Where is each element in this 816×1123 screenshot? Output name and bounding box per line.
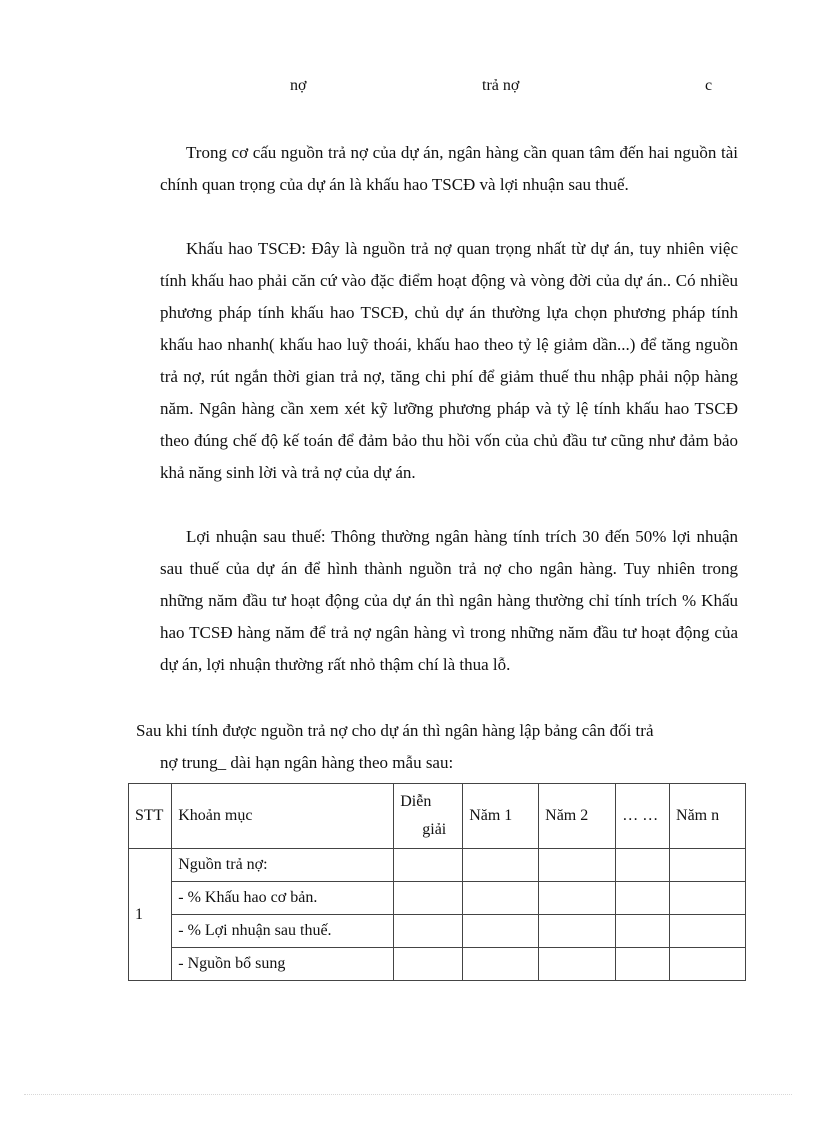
table-header-row <box>129 784 746 849</box>
table-cell <box>463 849 539 882</box>
table-cell <box>463 948 539 981</box>
header-ellipsis: … … <box>616 784 670 849</box>
header-stt: STT <box>129 784 172 849</box>
header-description-line1: Diễn <box>400 793 432 810</box>
row-label: - Nguồn bổ sung <box>172 948 394 981</box>
table-cell <box>616 948 670 981</box>
table-cell <box>670 882 746 915</box>
table-cell <box>394 849 463 882</box>
table-row <box>129 849 746 882</box>
header-fragment-2: trả nợ <box>482 77 520 94</box>
paragraph-depreciation-text: Khấu hao TSCĐ: Đây là nguồn trả nợ quan trọng nhất từ dự án, tuy nhiên việc tính khấu hao phải căn cứ vào đặc điểm hoạt động và vòng đời của dự án.. Có nhiều phương pháp tính khấu hao TSCĐ, chủ dự án thường lựa chọn phương pháp tính khấu hao nhanh( khấu hao luỹ thoái, khấu hao theo tỷ lệ giảm dần...) để tăng nguồn trả nợ, rút ngắn thời gian trả nợ, tăng chi phí để giảm thuế thu nhập phải nộp hàng năm. Ngân hàng cần xem xét kỹ lưỡng phương pháp và tỷ lệ tính khấu hao TSCĐ theo đúng chế độ kế toán để đảm bảo thu hồi vốn của chủ đầu tư cũng như đảm bảo khả năng sinh lời và trả nợ của dự án. <box>160 239 738 482</box>
header-description-line2: giải <box>422 821 447 838</box>
table-row <box>129 882 746 915</box>
table-row <box>129 915 746 948</box>
paragraph-intro <box>160 137 738 201</box>
table-cell <box>670 948 746 981</box>
table-cell <box>539 849 616 882</box>
table-cell <box>670 915 746 948</box>
paragraph-table-intro-line1: Sau khi tính được nguồn trả nợ cho dự án thì ngân hàng lập bảng cân đối trả <box>136 721 654 740</box>
row-label: - % Khấu hao cơ bản. <box>172 882 394 915</box>
header-item: Khoản mục <box>172 784 394 849</box>
header-fragment-3: c <box>705 77 713 94</box>
table-cell <box>539 915 616 948</box>
table-cell <box>539 882 616 915</box>
table-cell <box>463 882 539 915</box>
paragraph-table-intro-line2: nợ trung_ dài hạn ngân hàng theo mẫu sau: <box>160 753 454 772</box>
header-year-1: Năm 1 <box>463 784 539 849</box>
table-cell <box>616 849 670 882</box>
header-fragment-1: nợ <box>290 77 307 94</box>
table-cell <box>463 915 539 948</box>
table-row <box>129 948 746 981</box>
header-year-2: Năm 2 <box>539 784 616 849</box>
table-cell <box>539 948 616 981</box>
table-cell <box>394 915 463 948</box>
table-cell <box>616 915 670 948</box>
row-label: Nguồn trả nợ: <box>172 849 394 882</box>
paragraph-intro-text: Trong cơ cấu nguồn trả nợ của dự án, ngân hàng cần quan tâm đến hai nguồn tài chính quan trọng của dự án là khấu hao TSCĐ và lợi nhuận sau thuế. <box>160 143 738 194</box>
paragraph-profit <box>160 521 738 681</box>
table-cell <box>394 882 463 915</box>
table-cell <box>616 882 670 915</box>
paragraph-profit-text: Lợi nhuận sau thuế: Thông thường ngân hàng tính trích 30 đến 50% lợi nhuận sau thuế của dự án để hình thành nguồn trả nợ cho ngân hàng. Tuy nhiên trong những năm đầu tư hoạt động của dự án thì ngân hàng thường chỉ tính trích % Khấu hao TCSĐ hàng năm để trả nợ ngân hàng vì trong những năm đầu tư hoạt động của dự án, lợi nhuận thường rất nhỏ thậm chí là thua lỗ. <box>160 527 738 674</box>
group-number: 1 <box>129 849 172 981</box>
header-year-n: Năm n <box>670 784 746 849</box>
paragraph-depreciation <box>160 233 738 489</box>
page-bottom-divider <box>24 1094 792 1095</box>
header-description <box>394 784 463 849</box>
paragraph-table-intro <box>136 715 740 779</box>
debt-repayment-table <box>128 783 746 981</box>
table-cell <box>394 948 463 981</box>
table-cell <box>670 849 746 882</box>
row-label: - % Lợi nhuận sau thuế. <box>172 915 394 948</box>
